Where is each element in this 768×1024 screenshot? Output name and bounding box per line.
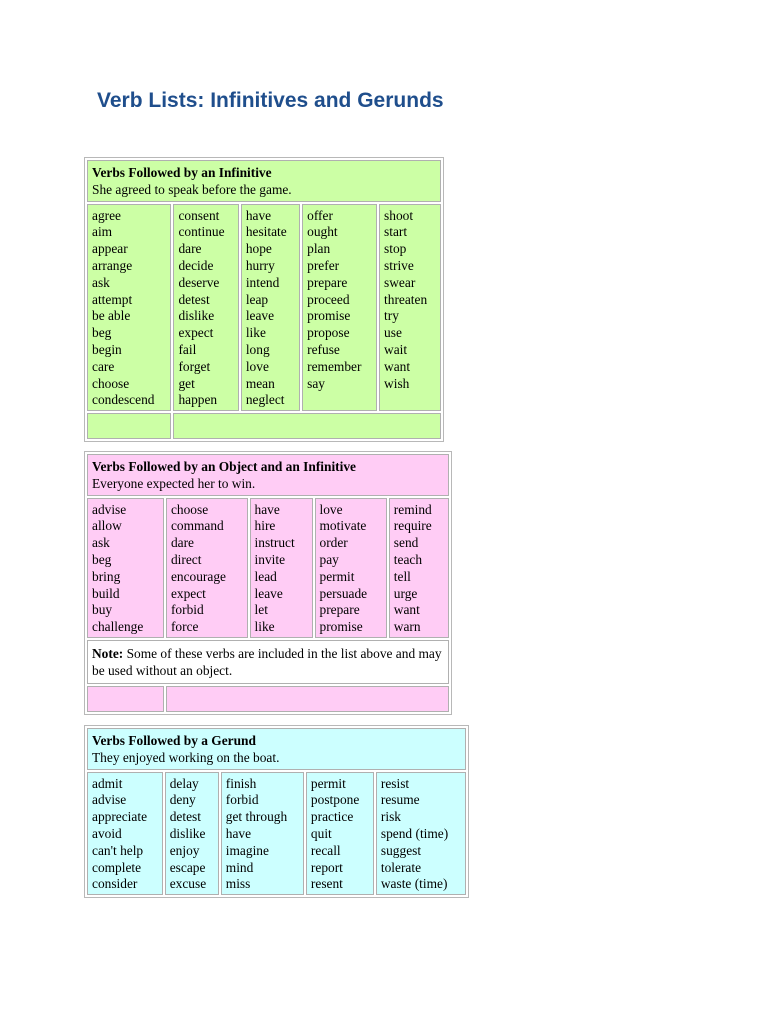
verb-item: use [384,325,402,341]
verb-item: shoot [384,207,414,223]
verb-item: wait [384,341,408,357]
verb-item: say [307,375,325,391]
gerund-column [376,772,466,896]
verb-item: prepare [307,274,348,290]
verb-item: stop [384,241,407,257]
verb-item: aim [92,224,113,240]
note-text: Some of these verbs are included in the list above and may be used without an object. [92,645,442,678]
verb-item: beg [92,551,112,567]
infinitive-column [173,204,238,412]
verb-item: prefer [307,257,340,273]
page-title: Verb Lists: Infinitives and Gerunds [97,89,444,112]
object-infinitive-column [166,498,248,638]
verb-item: challenge [92,619,144,635]
verb-item: tell [393,568,411,584]
verb-item: buy [92,602,113,618]
verb-item: report [310,859,343,875]
verb-item: have [225,825,252,841]
verb-item: happen [178,392,218,408]
empty-cell [173,413,441,439]
verb-item: can't help [92,842,144,858]
verb-item: agree [92,207,121,223]
verb-item: hire [254,518,276,534]
verb-item: beg [92,325,112,341]
verb-item: leave [245,308,275,324]
verb-item: hesitate [245,224,287,240]
verb-item: finish [225,775,257,791]
verb-item: force [170,619,199,635]
verb-item: strive [384,257,414,273]
object-infinitive-heading: Verbs Followed by an Object and an Infinitive [92,459,356,474]
verb-item: enjoy [169,842,200,858]
verb-item: remind [393,501,432,517]
verb-item: admit [92,775,123,791]
verb-item: recall [310,842,341,858]
verb-item: permit [319,568,355,584]
verb-item: like [254,619,275,635]
verb-item: want [393,602,420,618]
verb-item: dislike [178,308,215,324]
verb-item: lead [254,568,277,584]
gerund-column [221,772,304,896]
verb-item: intend [245,274,280,290]
object-infinitive-example: Everyone expected her to win. [92,475,256,491]
verb-item: prepare [319,602,360,618]
infinitive-column [241,204,300,412]
verb-item: decide [178,257,214,273]
verb-item: leap [245,291,269,307]
verb-item: wish [384,375,410,391]
verb-item: advise [92,501,127,517]
verb-item: choose [92,375,130,391]
verb-item: neglect [245,392,285,408]
verb-item: deny [169,792,196,808]
verb-item: appear [92,241,128,257]
verb-item: offer [307,207,333,223]
verb-item: leave [254,585,283,601]
gerund-heading: Verbs Followed by a Gerund [92,733,256,748]
infinitive-example: She agreed to speak before the game. [92,181,292,197]
empty-cell [87,686,164,712]
gerund-example: They enjoyed working on the boat. [92,749,280,765]
verb-item: motivate [319,518,367,534]
verb-item: bring [92,568,121,584]
verb-item: forget [178,358,211,374]
verb-item: warn [393,619,421,635]
verb-item: consider [92,876,138,892]
verb-item: waste (time) [380,876,448,892]
infinitive-header [87,160,441,202]
verb-item: ask [92,535,110,551]
verb-item: arrange [92,257,133,273]
verb-item: long [245,341,270,357]
object-infinitive-column [87,498,164,638]
verb-item: promise [307,308,351,324]
gerund-column [306,772,374,896]
gerund-table [84,725,469,898]
verb-item: continue [178,224,225,240]
verb-item: suggest [380,842,422,858]
verb-item: deserve [178,274,220,290]
verb-item: tolerate [380,859,422,875]
verb-item: attempt [92,291,133,307]
verb-item: dare [170,535,194,551]
verb-item: mind [225,859,254,875]
verb-item: permit [310,775,346,791]
verb-item: build [92,585,120,601]
empty-cell [166,686,449,712]
verb-item: excuse [169,876,207,892]
verb-item: avoid [92,825,122,841]
verb-item: allow [92,518,122,534]
verb-item: practice [310,809,354,825]
verb-item: have [245,207,272,223]
verb-item: expect [170,585,206,601]
verb-item: detest [178,291,210,307]
verb-item: proceed [307,291,350,307]
verb-item: delay [169,775,199,791]
infinitive-column [379,204,441,412]
verb-item: spend (time) [380,825,449,841]
verb-item: try [384,308,399,324]
verb-item: get [178,375,195,391]
verb-item: dislike [169,825,206,841]
verb-item: begin [92,341,122,357]
verb-item: send [393,535,419,551]
infinitive-heading: Verbs Followed by an Infinitive [92,165,272,180]
gerund-column [165,772,219,896]
verb-item: have [254,501,280,517]
verb-item: order [319,535,348,551]
verb-item: threaten [384,291,428,307]
verb-item: swear [384,274,416,290]
verb-item: teach [393,551,423,567]
verb-item: mean [245,375,275,391]
verb-item: ought [307,224,338,240]
verb-item: love [319,501,343,517]
gerund-column [87,772,163,896]
verb-item: risk [380,809,401,825]
verb-item: refuse [307,341,340,357]
verb-item: miss [225,876,251,892]
verb-item: like [245,325,266,341]
verb-item: expect [178,325,214,341]
object-infinitive-column [389,498,449,638]
verb-item: direct [170,551,202,567]
verb-item: propose [307,325,350,341]
verb-item: forbid [170,602,204,618]
verb-item: postpone [310,792,360,808]
verb-item: encourage [170,568,226,584]
verb-item: resist [380,775,410,791]
verb-item: love [245,358,269,374]
verb-item: escape [169,859,206,875]
verb-item: ask [92,274,110,290]
verb-item: command [170,518,224,534]
object-infinitive-table [84,451,452,715]
verb-item: promise [319,619,363,635]
verb-item: let [254,602,268,618]
verb-item: dare [178,241,202,257]
verb-item: choose [170,501,209,517]
infinitive-column [302,204,377,412]
verb-item: urge [393,585,418,601]
infinitive-table [84,157,444,442]
verb-item: consent [178,207,220,223]
verb-item: want [384,358,411,374]
verb-item: plan [307,241,331,257]
object-infinitive-column [315,498,387,638]
verb-item: hope [245,241,272,257]
verb-item: detest [169,809,201,825]
verb-item: resume [380,792,420,808]
object-infinitive-header [87,454,449,496]
verb-item: invite [254,551,286,567]
verb-item: start [384,224,408,240]
verb-item: fail [178,341,197,357]
object-infinitive-column [250,498,313,638]
note-label: Note: [92,645,124,661]
infinitive-column [87,204,171,412]
verb-item: imagine [225,842,269,858]
verb-item: be able [92,308,131,324]
verb-item: quit [310,825,332,841]
verb-item: get through [225,809,288,825]
empty-cell [87,413,171,439]
verb-item: resent [310,876,343,892]
verb-item: appreciate [92,809,148,825]
verb-item: complete [92,859,142,875]
verb-item: hurry [245,257,275,273]
verb-item: require [393,518,432,534]
note [87,640,449,684]
gerund-header [87,728,466,770]
verb-item: instruct [254,535,295,551]
verb-item: condescend [92,392,155,408]
verb-item: persuade [319,585,368,601]
verb-item: pay [319,551,339,567]
verb-item: remember [307,358,362,374]
verb-item: advise [92,792,127,808]
verb-item: forbid [225,792,259,808]
verb-item: care [92,358,115,374]
